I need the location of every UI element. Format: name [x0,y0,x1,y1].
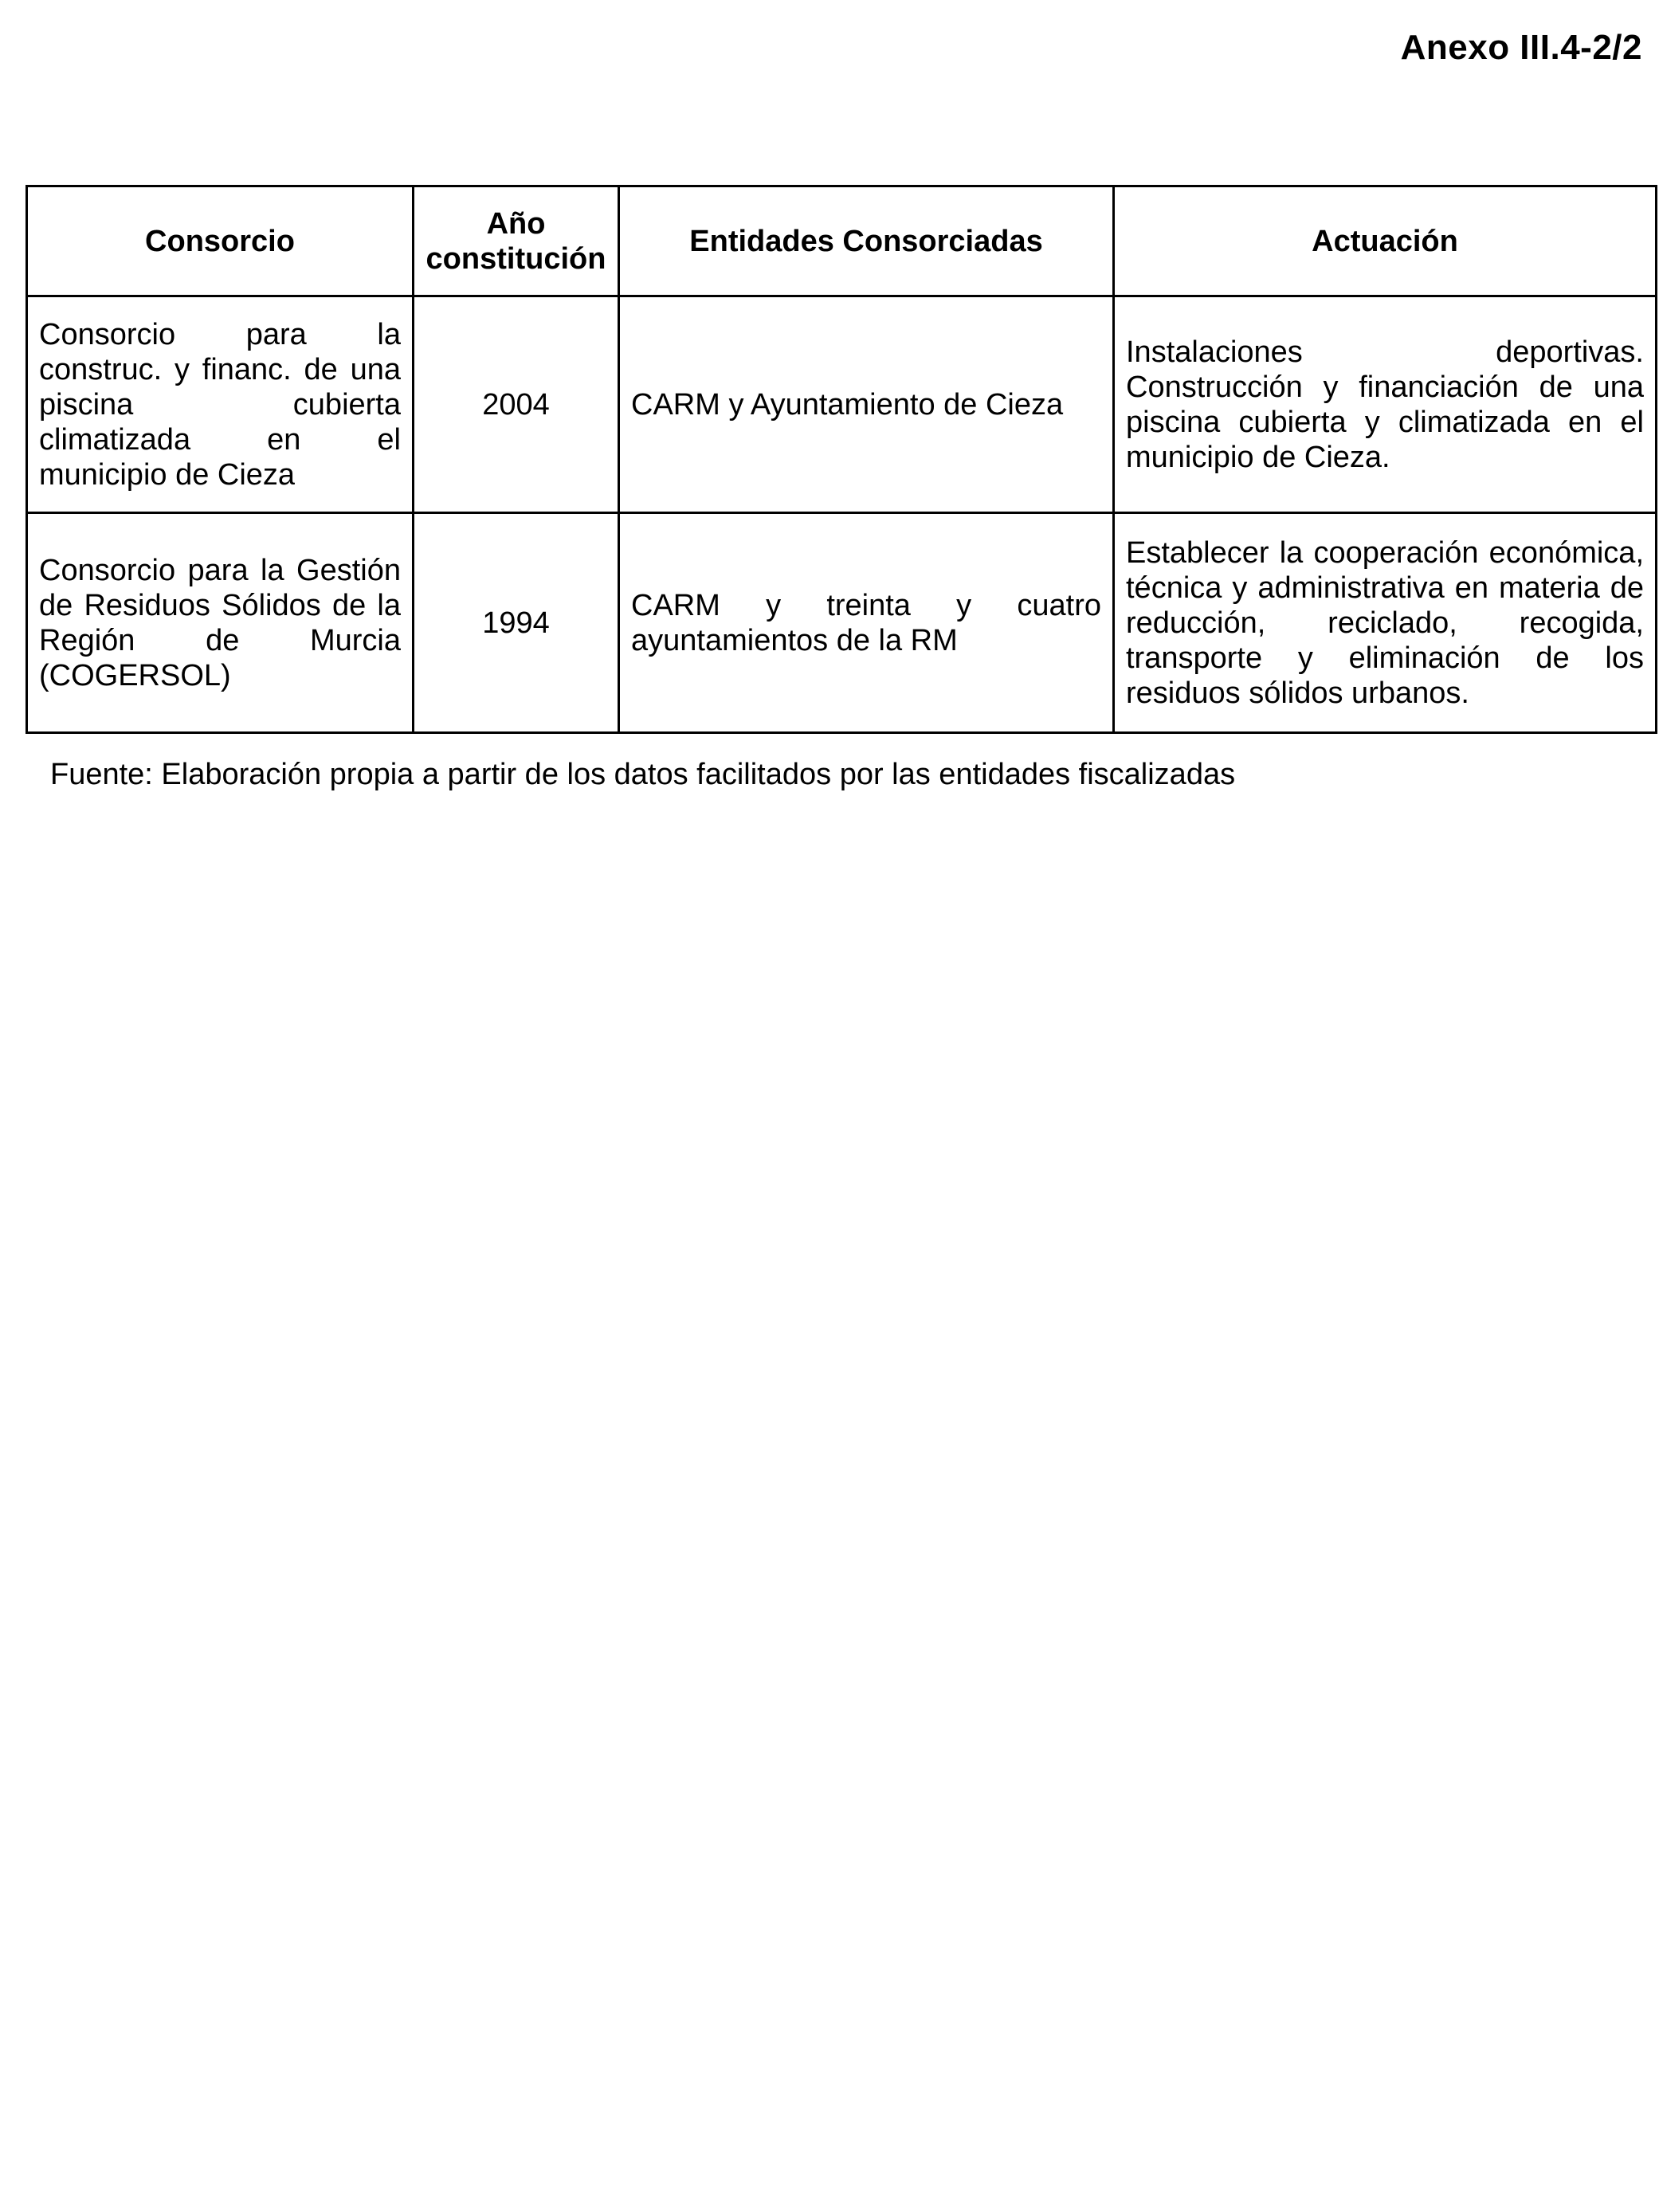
cell-consorcio: Consorcio para la Gestión de Residuos Sólidos de la Región de Murcia (COGERSOL) [27,513,414,733]
consorcios-table [25,185,1657,734]
header-anio-constitucion: Año constitución [414,186,619,296]
annex-title: Anexo III.4-2/2 [1400,28,1642,67]
cell-entidades: CARM y treinta y cuatro ayuntamientos de la RM [619,513,1114,733]
cell-consorcio: Consorcio para la construc. y financ. de una piscina cubierta climatizada en el municipio de Cieza [27,296,414,513]
header-consorcio: Consorcio [27,186,414,296]
table-header-row [27,186,1657,296]
cell-entidades: CARM y Ayuntamiento de Cieza [619,296,1114,513]
header-actuacion: Actuación [1114,186,1657,296]
table-row [27,296,1657,513]
cell-anio: 1994 [414,513,619,733]
table-row [27,513,1657,733]
header-entidades-consorciadas: Entidades Consorciadas [619,186,1114,296]
cell-actuacion: Establecer la cooperación económica, técnica y administrativa en materia de reducción, reciclado, recogida, transporte y eliminación de los residuos sólidos urbanos. [1114,513,1657,733]
source-note: Fuente: Elaboración propia a partir de los datos facilitados por las entidades fiscalizadas [50,758,1236,791]
cell-actuacion: Instalaciones deportivas. Construcción y financiación de una piscina cubierta y climatizada en el municipio de Cieza. [1114,296,1657,513]
cell-anio: 2004 [414,296,619,513]
